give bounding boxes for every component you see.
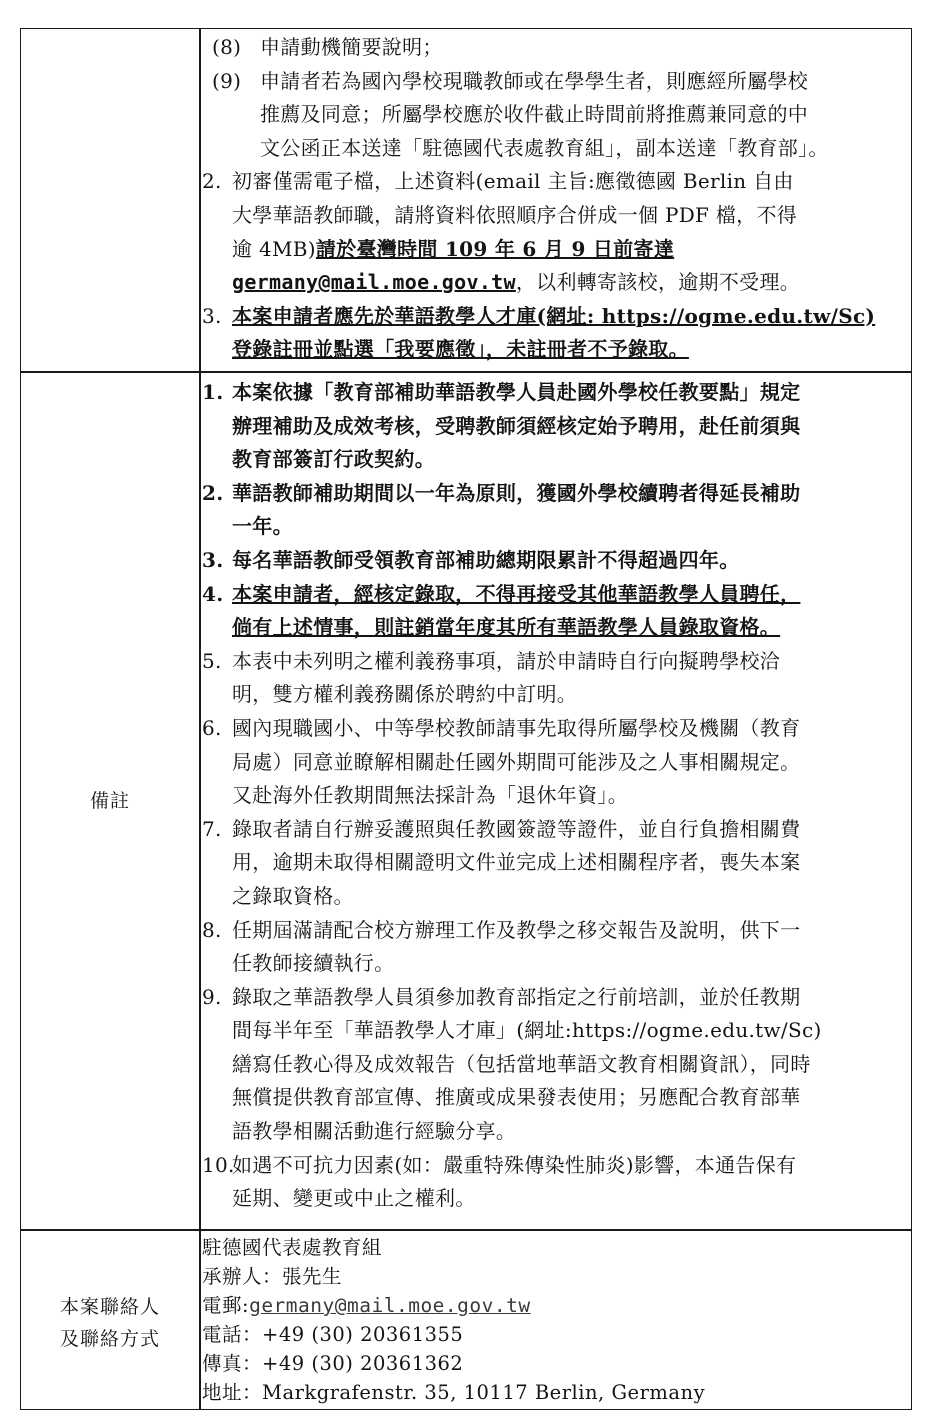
contact-handler: 承辦人：張先生	[202, 1265, 343, 1288]
remark-9-line-4: 無償提供教育部宣傳、推廣或成果發表使用；另應配合教育部華	[232, 1085, 801, 1110]
item-3-line-2: 登錄註冊並點選「我要應徵」，未註冊者不予錄取。	[232, 337, 689, 362]
remark-9-line-5: 語教學相關活動進行經驗分享。	[232, 1119, 517, 1144]
remark-6-line-2: 局處）同意並瞭解相關赴任國外期間可能涉及之人事相關規定。	[232, 749, 801, 774]
remark-10: 10.如遇不可抗力因素(如：嚴重特殊傳染性肺炎)影響，本通告保有	[202, 1152, 797, 1177]
remark-4: 4. 本案申請者，經核定錄取，不得再接受其他華語教學人員聘任，	[202, 581, 801, 606]
column-divider	[199, 29, 201, 1409]
item-3-line-1: 3. 本案申請者應先於華語教學人才庫(網址: https://ogme.edu.tw/Sc)	[202, 303, 876, 328]
remark-2: 2. 華語教師補助期間以一年為原則，獲國外學校續聘者得延長補助	[202, 480, 801, 505]
item-2-line-2: 大學華語教師職，請將資料依照順序合併成一個 PDF 檔，不得	[232, 202, 798, 227]
remark-2-line-2: 一年。	[232, 514, 293, 539]
application-email-link[interactable]: germany@mail.moe.gov.tw	[232, 270, 516, 295]
remark-8: 8. 任期屆滿請配合校方辦理工作及教學之移交報告及說明，供下一	[202, 917, 801, 942]
contact-section	[202, 1233, 909, 1407]
contact-email: 電郵:germany@mail.moe.gov.tw	[202, 1294, 531, 1317]
contact-email-link[interactable]: germany@mail.moe.gov.tw	[249, 1294, 531, 1317]
item-2-line-3: 逾 4MB)請於臺灣時間 109 年 6 月 9 日前寄達	[232, 236, 675, 261]
item-2-line-4: germany@mail.moe.gov.tw，以利轉寄該校，逾期不受理。	[232, 270, 801, 295]
row-divider-2	[21, 1229, 911, 1231]
remark-1: 1. 本案依據「教育部補助華語教學人員赴國外學校任教要點」規定	[202, 380, 801, 404]
item-9-line-3: 文公函正本送達「駐德國代表處教育組」，副本送達「教育部」。	[260, 135, 829, 160]
remark-7-line-3: 之錄取資格。	[232, 883, 354, 908]
remark-7: 7. 錄取者請自行辦妥護照與任教國簽證等證件，並自行負擔相關費	[202, 816, 801, 841]
deadline-text: 請於臺灣時間 109 年 6 月 9 日前寄達	[315, 236, 675, 261]
remark-4-line-2: 倘有上述情事，則註銷當年度其所有華語教學人員錄取資格。	[232, 615, 781, 640]
contact-address: 地址：Markgrafenstr. 35, 10117 Berlin, Germany	[202, 1381, 706, 1404]
remark-1-line-3: 教育部簽訂行政契約。	[232, 447, 435, 472]
item-2-line-1: 2. 初審僅需電子檔，上述資料(email 主旨:應徵德國 Berlin 自由	[202, 169, 794, 194]
remark-9-line-2: 間每半年至「華語教學人才庫」(網址:https://ogme.edu.tw/Sc)	[232, 1018, 822, 1043]
application-section	[202, 31, 909, 367]
remark-5-line-2: 明，雙方權利義務關係於聘約中訂明。	[232, 682, 578, 707]
requirements-table	[20, 28, 912, 1410]
row-divider-1	[21, 371, 911, 373]
contact-label-line-1: 本案聯絡人	[59, 1296, 160, 1318]
remark-8-line-2: 任教師接續執行。	[232, 951, 395, 976]
remark-9-line-3: 繕寫任教心得及成效報告（包括當地華語文教育相關資訊），同時	[232, 1051, 811, 1076]
remark-7-line-2: 用，逾期未取得相關證明文件並完成上述相關程序者，喪失本案	[232, 850, 801, 875]
item-9-line-2: 推薦及同意；所屬學校應於收件截止時間前將推薦兼同意的中	[260, 102, 809, 127]
remark-10-line-2: 延期、變更或中止之權利。	[232, 1186, 476, 1211]
remarks-section	[202, 376, 909, 1216]
item-8: (8) 申請動機簡要說明；	[212, 35, 443, 59]
remarks-label: 備註	[89, 790, 130, 812]
item-9-line-1: (9) 申請者若為國內學校現職教師或在學學生者，則應經所屬學校	[212, 68, 809, 93]
contact-office: 駐德國代表處教育組	[202, 1236, 383, 1259]
contact-phone: 電話：+49 (30) 20361355	[202, 1323, 464, 1346]
remark-1-line-2: 辦理補助及成效考核，受聘教師須經核定始予聘用，赴任前須與	[232, 413, 801, 438]
remark-3: 3. 每名華語教師受領教育部補助總期限累計不得超過四年。	[202, 547, 740, 572]
contact-label	[21, 1291, 199, 1355]
contact-label-line-2: 及聯絡方式	[59, 1328, 160, 1350]
remark-6: 6. 國內現職國小、中等學校教師請事先取得所屬學校及機關（教育	[202, 715, 801, 740]
remark-5: 5. 本表中未列明之權利義務事項，請於申請時自行向擬聘學校洽	[202, 648, 781, 673]
remark-9: 9. 錄取之華語教學人員須參加教育部指定之行前培訓，並於任教期	[202, 984, 801, 1009]
remark-6-line-3: 又赴海外任教期間無法採計為「退休年資」。	[232, 783, 628, 808]
contact-fax: 傳真：+49 (30) 20361362	[202, 1352, 464, 1375]
